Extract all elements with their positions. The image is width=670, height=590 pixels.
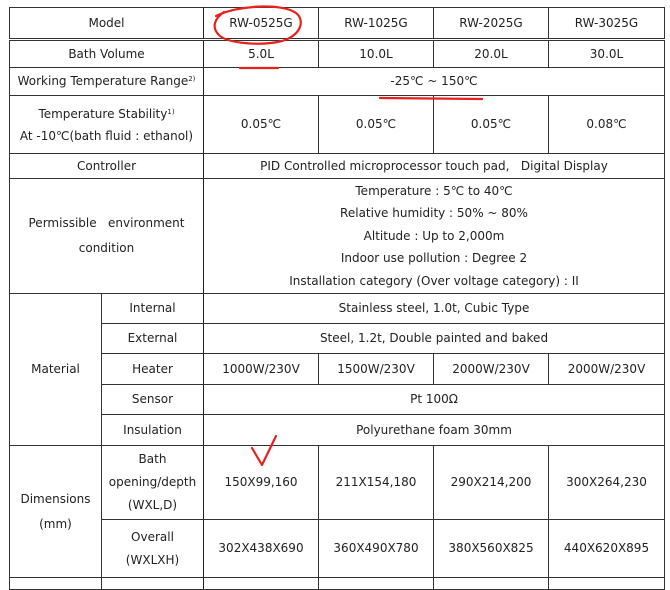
heater-value: 2000W/230V (549, 354, 665, 385)
model-name: RW-1025G (319, 8, 434, 40)
model-label: Model (10, 8, 204, 40)
temperature-stability-value: 0.05℃ (319, 96, 434, 154)
dimensions-overall-label: Overall (WXLXH) (102, 520, 204, 578)
overall-dimension-value: 360X490X780 (319, 520, 434, 578)
material-sensor-row (10, 385, 665, 415)
bath-dimension-value: 290X214,200 (434, 446, 549, 520)
controller-value: PID Controlled microprocessor touch pad, Digital Display (204, 154, 665, 179)
cutoff-row (10, 578, 665, 590)
material-sensor-label: Sensor (102, 385, 204, 415)
dimensions-bath-row (10, 446, 665, 520)
spec-table (9, 7, 665, 590)
environment-conditions (204, 179, 665, 294)
material-heater-row (10, 354, 665, 385)
bath-volume-value: 5.0L (204, 40, 319, 68)
temperature-stability-label: Temperature Stability$^{1)}$ At -10℃(bath fluid : ethanol) (10, 96, 204, 154)
material-insulation-value: Polyurethane foam 30mm (204, 415, 665, 446)
material-insulation-label: Insulation (102, 415, 204, 446)
heater-value: 2000W/230V (434, 354, 549, 385)
bath-volume-label: Bath Volume (10, 40, 204, 68)
material-internal-label: Internal (102, 294, 204, 324)
dimensions-bath-label: Bath opening/depth (WXL,D) (102, 446, 204, 520)
material-sensor-value: Pt 100Ω (204, 385, 665, 415)
working-temperature-label: Working Temperature Range$^{2)}$ (10, 68, 204, 96)
heater-value: 1000W/230V (204, 354, 319, 385)
model-row (10, 8, 665, 40)
overall-dimension-value: 440X620X895 (549, 520, 665, 578)
working-temperature-value: -25℃ ~ 150℃ (204, 68, 665, 96)
environment-label: Permissible environment condition (10, 179, 204, 294)
material-internal-value: Stainless steel, 1.0t, Cubic Type (204, 294, 665, 324)
model-name: RW-3025G (549, 8, 665, 40)
material-insulation-row (10, 415, 665, 446)
material-external-row (10, 324, 665, 354)
material-external-value: Steel, 1.2t, Double painted and baked (204, 324, 665, 354)
model-name: RW-2025G (434, 8, 549, 40)
environment-line: Indoor use pollution : Degree 2 (340, 251, 528, 266)
bath-dimension-value: 150X99,160 (204, 446, 319, 520)
environment-row (10, 179, 665, 294)
dimensions-label: Dimensions (mm) (10, 446, 102, 578)
overall-dimension-value: 380X560X825 (434, 520, 549, 578)
temperature-stability-row (10, 96, 665, 154)
material-internal-row (10, 294, 665, 324)
bath-dimension-value: 300X264,230 (549, 446, 665, 520)
overall-dimension-value: 302X438X690 (204, 520, 319, 578)
bath-volume-value: 10.0L (319, 40, 434, 68)
environment-line: Altitude : Up to 2,000m (363, 228, 505, 243)
bath-volume-row (10, 40, 665, 68)
bath-dimension-value: 211X154,180 (319, 446, 434, 520)
working-temperature-row (10, 68, 665, 96)
material-heater-label: Heater (102, 354, 204, 385)
environment-line: Installation category (Over voltage category) : II (289, 273, 579, 288)
controller-label: Controller (10, 154, 204, 179)
heater-value: 1500W/230V (319, 354, 434, 385)
dimensions-overall-row (10, 520, 665, 578)
temperature-stability-value: 0.08℃ (549, 96, 665, 154)
material-label: Material (10, 294, 102, 446)
controller-row (10, 154, 665, 179)
environment-line: Temperature : 5℃ to 40℃ (355, 183, 513, 198)
temperature-stability-value: 0.05℃ (434, 96, 549, 154)
model-name: RW-0525G (204, 8, 319, 40)
temperature-stability-value: 0.05℃ (204, 96, 319, 154)
environment-line: Relative humidity : 50% ~ 80% (340, 206, 528, 221)
bath-volume-value: 20.0L (434, 40, 549, 68)
material-external-label: External (102, 324, 204, 354)
bath-volume-value: 30.0L (549, 40, 665, 68)
